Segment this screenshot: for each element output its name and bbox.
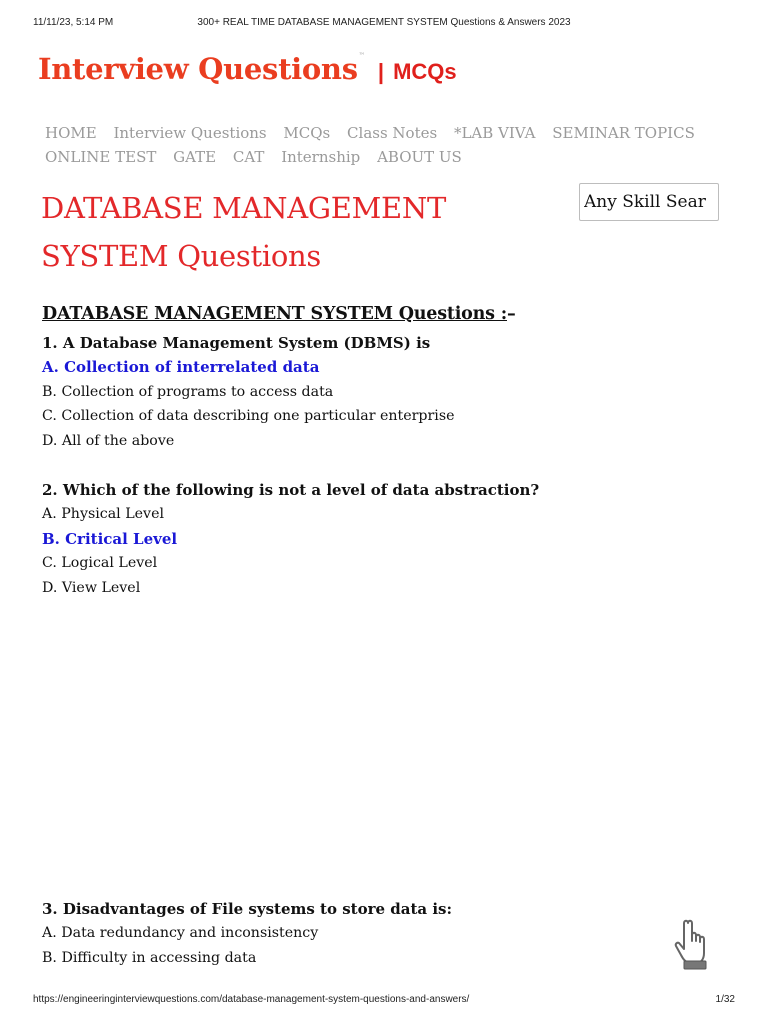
nav-online-test[interactable]: ONLINE TEST xyxy=(45,148,157,166)
site-logo-separator: | xyxy=(377,59,384,84)
question-text: 1. A Database Management System (DBMS) is xyxy=(42,334,431,352)
answer-option[interactable]: B. Difficulty in accessing data xyxy=(42,949,257,966)
answer-option[interactable]: A. Data redundancy and inconsistency xyxy=(42,925,319,941)
nav-cat[interactable]: CAT xyxy=(232,148,265,166)
main-navigation xyxy=(45,121,735,169)
question-text: 3. Disadvantages of File systems to store data is: xyxy=(42,900,452,918)
answer-option[interactable]: C. Logical Level xyxy=(42,555,158,571)
nav-class-notes[interactable]: Class Notes xyxy=(347,124,438,142)
section-title-dash: – xyxy=(507,304,516,324)
nav-seminar-topics[interactable]: SEMINAR TOPICS xyxy=(552,124,695,142)
answer-option[interactable]: D. All of the above xyxy=(42,432,175,449)
nav-home[interactable]: HOME xyxy=(45,124,97,142)
trademark-mark: ™ xyxy=(358,52,365,59)
nav-internship[interactable]: Internship xyxy=(281,148,361,166)
nav-interview-questions[interactable]: Interview Questions xyxy=(113,124,267,142)
nav-gate[interactable]: GATE xyxy=(173,148,217,166)
site-logo[interactable] xyxy=(38,52,457,86)
answer-option[interactable]: A. Physical Level xyxy=(42,506,165,522)
nav-about-us[interactable]: ABOUT US xyxy=(377,148,462,166)
site-logo-suffix: MCQs xyxy=(393,59,457,84)
answer-option-correct[interactable]: B. Critical Level xyxy=(42,529,178,548)
answer-option[interactable]: B. Collection of programs to access data xyxy=(42,383,334,400)
section-title-text: DATABASE MANAGEMENT SYSTEM Questions : xyxy=(42,304,507,324)
question-block-3 xyxy=(42,897,452,970)
questions-header xyxy=(42,304,732,328)
answer-option[interactable]: D. View Level xyxy=(42,579,141,596)
pointing-hand-icon[interactable] xyxy=(665,917,715,971)
page-url: https://engineeringinterviewquestions.com/database-management-system-questions-and-answers/ xyxy=(33,994,470,1005)
question-block-1 xyxy=(42,331,455,453)
question-block-2 xyxy=(42,478,539,600)
skill-search-input[interactable] xyxy=(579,183,719,221)
page-title: DATABASE MANAGEMENT SYSTEM Questions xyxy=(41,191,446,273)
print-document-title: 300+ REAL TIME DATABASE MANAGEMENT SYSTEM Questions & Answers 2023 xyxy=(197,17,571,28)
nav-lab-viva[interactable]: *LAB VIVA xyxy=(453,124,536,142)
section-title xyxy=(42,304,732,324)
question-text: 2. Which of the following is not a level of data abstraction? xyxy=(42,481,540,499)
answer-option[interactable]: C. Collection of data describing one particular enterprise xyxy=(42,408,455,424)
answer-option-correct[interactable]: A. Collection of interrelated data xyxy=(42,358,320,376)
print-header xyxy=(0,17,768,31)
page-number: 1/32 xyxy=(715,994,735,1005)
nav-mcqs[interactable]: MCQs xyxy=(283,124,331,142)
site-logo-name: Interview Questions xyxy=(38,52,358,86)
print-footer xyxy=(0,994,768,1008)
print-datetime: 11/11/23, 5:14 PM xyxy=(33,17,114,28)
